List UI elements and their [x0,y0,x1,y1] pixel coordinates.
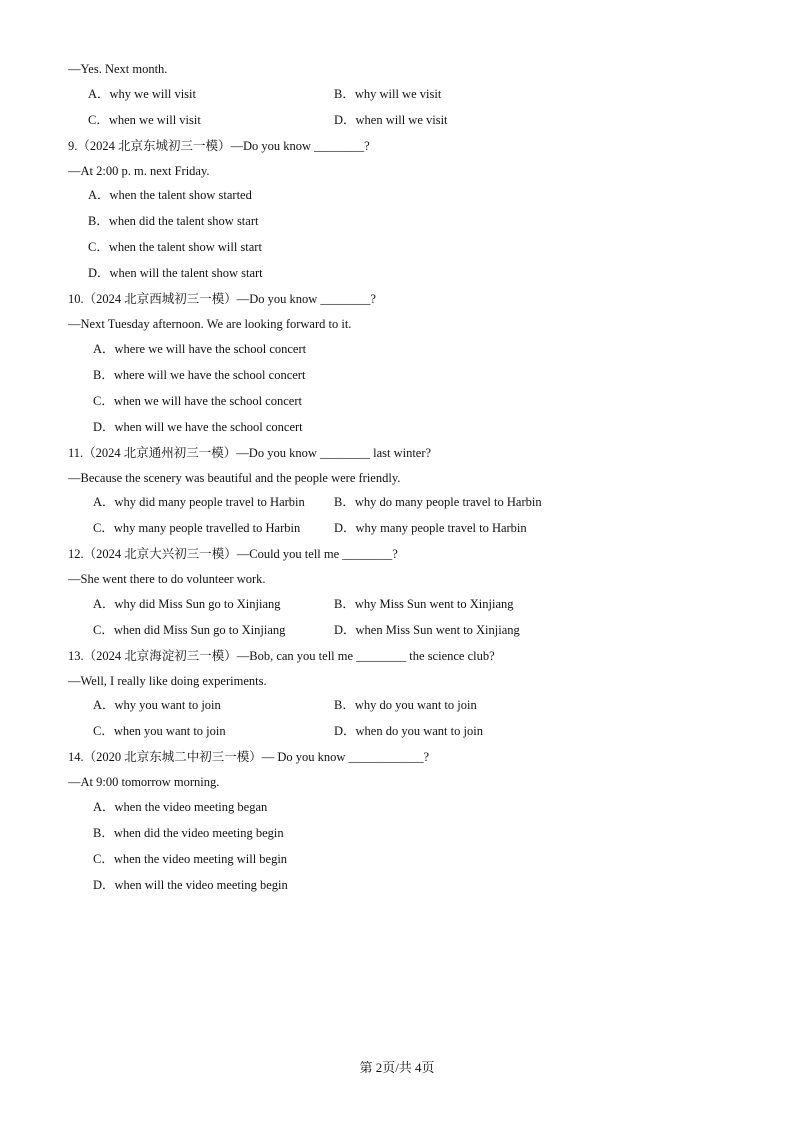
q14-answer: —At 9:00 tomorrow morning. [68,775,220,789]
q14-option-a: A．when the video meeting began [93,800,268,814]
q11-option-d: D．why many people travel to Harbin [334,521,527,535]
q14-question: 14.（2020 北京东城二中初三一模）— Do you know ____________? [68,750,430,764]
q8-option-a: A．why we will visit [88,87,196,101]
q10-option-d: D．when will we have the school concert [93,420,303,434]
q11-answer: —Because the scenery was beautiful and the people were friendly. [68,471,401,485]
q9-option-c: C．when the talent show will start [88,240,262,254]
q12-option-c: C．when did Miss Sun go to Xinjiang [93,623,286,637]
q9-option-b: B．when did the talent show start [88,214,259,228]
q10-question: 10.（2024 北京西城初三一模）—Do you know ________? [68,292,376,306]
q11-option-a: A．why did many people travel to Harbin [93,495,305,509]
q8-answer: —Yes. Next month. [68,62,168,76]
q13-option-b: B．why do you want to join [334,698,477,712]
q9-option-d: D．when will the talent show start [88,266,263,280]
q14-option-d: D．when will the video meeting begin [93,878,288,892]
q8-option-b: B．why will we visit [334,87,442,101]
q10-option-b: B．where will we have the school concert [93,368,306,382]
q14-option-c: C．when the video meeting will begin [93,852,288,866]
q12-option-a: A．why did Miss Sun go to Xinjiang [93,597,281,611]
page-number-footer: 第 2页/共 4页 [359,1060,435,1075]
q9-answer: —At 2:00 p. m. next Friday. [68,164,210,178]
q13-answer: —Well, I really like doing experiments. [68,674,267,688]
q11-question: 11.（2024 北京通州初三一模）—Do you know ________ last winter? [68,446,432,460]
q12-question: 12.（2024 北京大兴初三一模）—Could you tell me ________? [68,547,398,561]
q13-option-c: C．when you want to join [93,724,226,738]
q9-question: 9.（2024 北京东城初三一模）—Do you know ________? [68,139,370,153]
q13-option-a: A．why you want to join [93,698,221,712]
q14-option-b: B．when did the video meeting begin [93,826,284,840]
q11-option-b: B．why do many people travel to Harbin [334,495,542,509]
q11-option-c: C．why many people travelled to Harbin [93,521,301,535]
q13-question: 13.（2024 北京海淀初三一模）—Bob, can you tell me ________ the science club? [68,649,495,663]
q10-option-a: A．where we will have the school concert [93,342,307,356]
q12-option-d: D．when Miss Sun went to Xinjiang [334,623,520,637]
q12-answer: —She went there to do volunteer work. [68,572,266,586]
q8-option-d: D．when will we visit [334,113,448,127]
q13-option-d: D．when do you want to join [334,724,483,738]
q10-option-c: C．when we will have the school concert [93,394,302,408]
q10-answer: —Next Tuesday afternoon. We are looking forward to it. [68,317,352,331]
q12-option-b: B．why Miss Sun went to Xinjiang [334,597,514,611]
q8-option-c: C．when we will visit [88,113,201,127]
q9-option-a: A．when the talent show started [88,188,252,202]
